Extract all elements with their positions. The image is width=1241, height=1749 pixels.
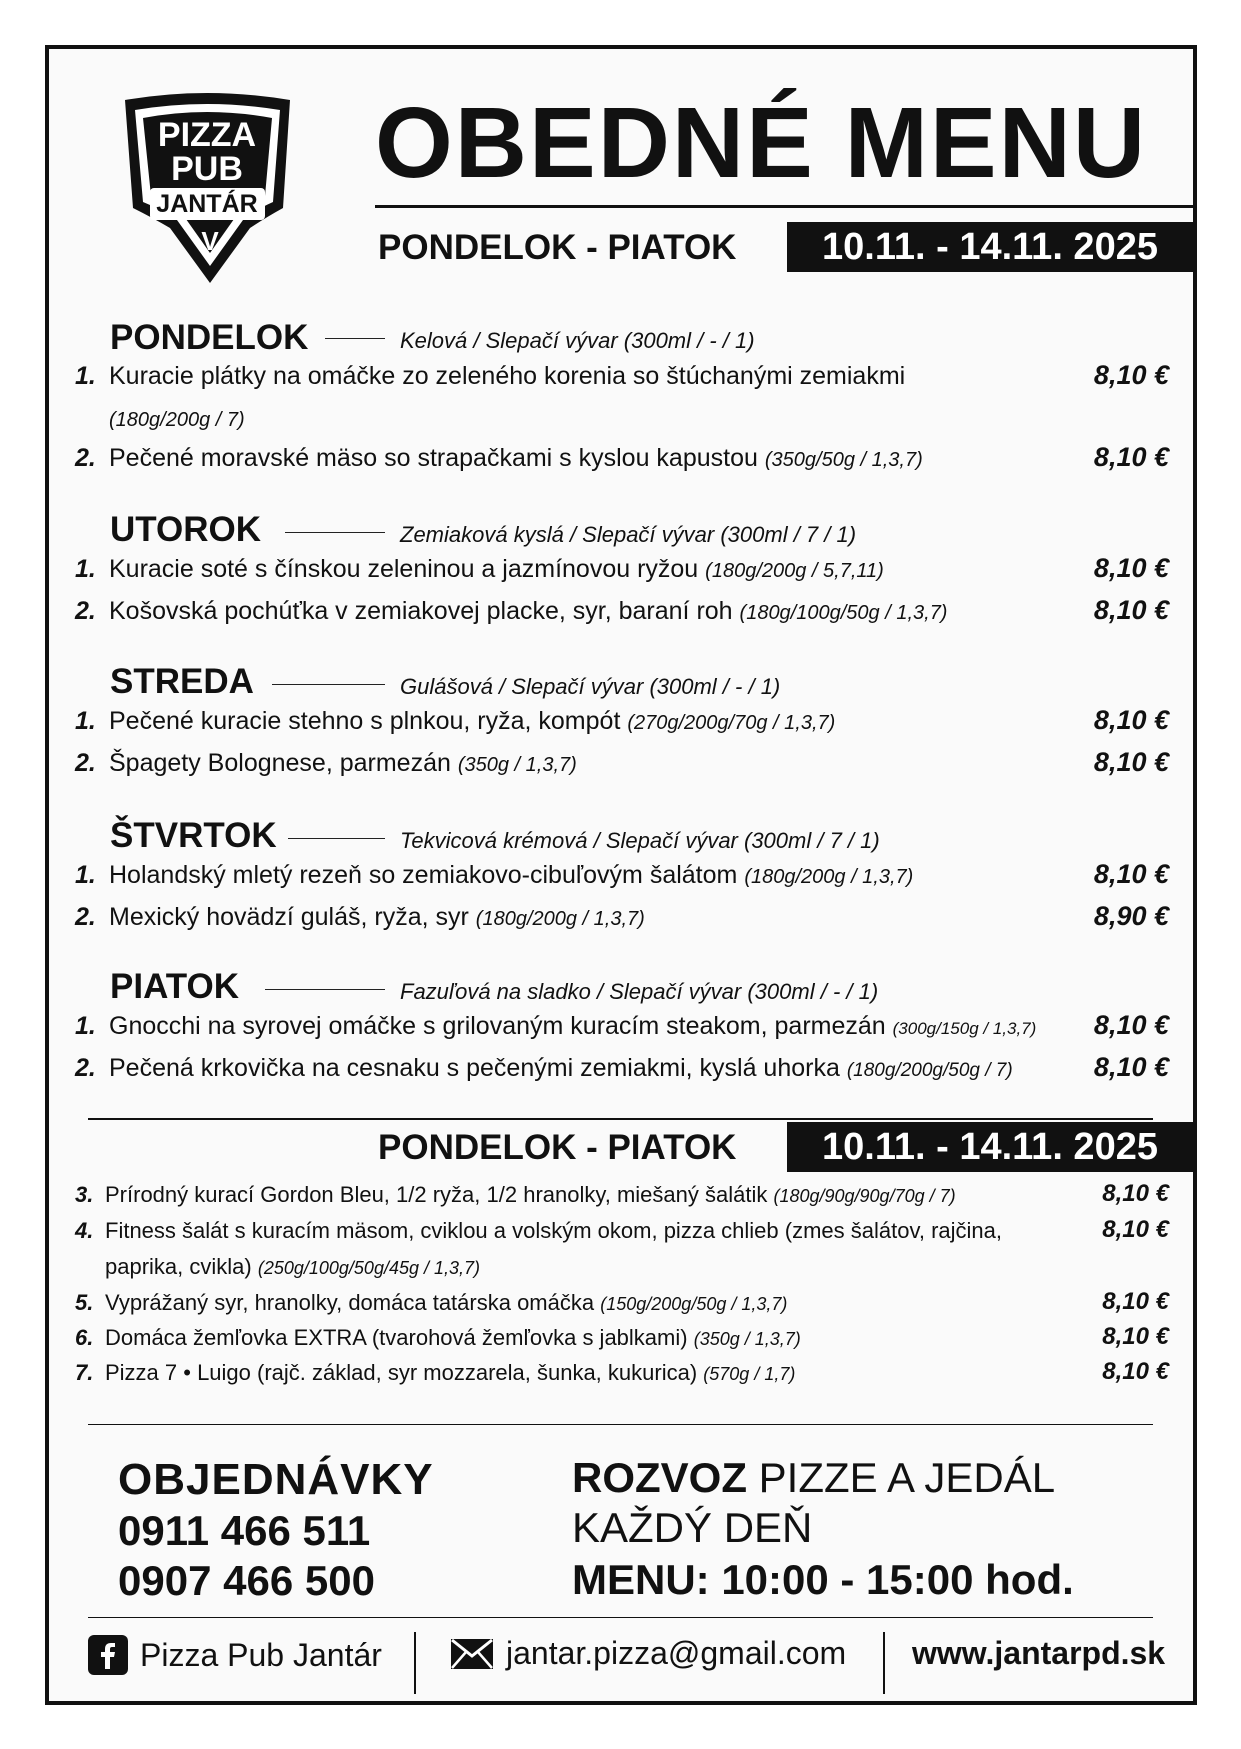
- weekly-date-range-badge: 10.11. - 14.11. 2025: [787, 1122, 1193, 1172]
- soup-monday: Kelová / Slepačí vývar (300ml / - / 1): [400, 328, 755, 353]
- item-name: Pečené moravské mäso so strapačkami s kyslou kapustou: [109, 444, 758, 472]
- pizza-pub-logo: [115, 88, 300, 293]
- contact-divider: [88, 1424, 1153, 1425]
- item-name: Vyprážaný syr, hranolky, domáca tatárska omáčka: [105, 1290, 595, 1315]
- menu-item: [75, 707, 835, 736]
- menu-hours: MENU: 10:00 - 15:00 hod.: [572, 1556, 1074, 1603]
- item-detail: (180g/90g/90g/70g / 7): [773, 1186, 956, 1206]
- item-name: Pizza 7 • Luigo (rajč. základ, syr mozzarela, šunka, kukurica): [105, 1360, 698, 1385]
- item-name: Špagety Bolognese, parmezán: [109, 749, 458, 777]
- item-number: 2.: [75, 444, 96, 472]
- item-name: Kuracie plátky na omáčke zo zeleného korenia so štúchanými zemiakmi: [109, 362, 906, 390]
- item-detail: (180g/200g / 1,3,7): [744, 866, 914, 888]
- page-title: OBEDNÉ MENU: [375, 87, 1148, 199]
- item-price: 8,10 €: [1093, 1052, 1169, 1082]
- item-detail: (350g/50g / 1,3,7): [764, 449, 923, 471]
- item-number: 1.: [75, 707, 96, 735]
- item-number: 2.: [75, 1054, 96, 1082]
- item-price: 8,10 €: [1102, 1180, 1169, 1207]
- item-price: 8,10 €: [1093, 747, 1169, 777]
- item-detail: (180g/100g/50g / 1,3,7): [739, 602, 948, 624]
- item-number: 1.: [75, 861, 96, 889]
- item-detail: (250g/100g/50g/45g / 1,3,7): [257, 1258, 481, 1278]
- item-number: 7.: [75, 1360, 94, 1385]
- menu-item: [75, 597, 947, 626]
- item-number: 6.: [75, 1325, 94, 1350]
- soup-tuesday: Zemiaková kyslá / Slepačí vývar (300ml / 7 / 1): [400, 522, 857, 547]
- soup-wednesday: Gulášová / Slepačí vývar (300ml / - / 1): [400, 674, 781, 699]
- menu-item: [75, 1054, 1013, 1083]
- day-divider: [288, 838, 385, 839]
- delivery-line: [572, 1453, 1055, 1503]
- day-heading-tuesday: UTOROK: [110, 510, 262, 549]
- day-heading-thursday: ŠTVRTOK: [110, 816, 277, 855]
- day-heading-friday: PIATOK: [110, 967, 239, 1006]
- weekly-item: [75, 1360, 795, 1386]
- envelope-icon: [450, 1638, 494, 1670]
- weekly-item: [75, 1182, 956, 1208]
- footer-separator: [883, 1632, 885, 1694]
- logo-text-v: V: [201, 226, 219, 256]
- item-number: 1.: [75, 1012, 96, 1040]
- item-detail: (180g/200g/50g / 7): [846, 1060, 1013, 1081]
- logo-text-jantar: JANTÁR: [156, 190, 258, 218]
- day-divider: [272, 684, 385, 685]
- days-label: PONDELOK - PIATOK: [378, 228, 737, 267]
- item-price: 8,10 €: [1093, 859, 1169, 889]
- item-number: 4.: [75, 1218, 94, 1243]
- item-name: Gnocchi na syrovej omáčke s grilovaným kuracím steakom, parmezán: [109, 1012, 886, 1040]
- item-name: Košovská pochúťka v zemiakovej placke, syr, baraní roh: [109, 597, 733, 625]
- weekly-item: [75, 1218, 1002, 1244]
- item-number: 3.: [75, 1182, 94, 1207]
- item-price: 8,10 €: [1102, 1323, 1169, 1350]
- day-heading-monday: PONDELOK: [110, 318, 309, 357]
- email-label: jantar.pizza@gmail.com: [506, 1635, 847, 1671]
- email-link[interactable]: [450, 1635, 846, 1672]
- item-name: Domáca žemľovka EXTRA (tvarohová žemľovka s jablkami): [105, 1325, 688, 1350]
- item-detail: (350g / 1,3,7): [457, 754, 577, 776]
- item-name-continued: paprika, cvikla): [105, 1254, 252, 1279]
- item-detail: (270g/200g/70g / 1,3,7): [627, 712, 836, 734]
- item-price: 8,90 €: [1093, 901, 1169, 931]
- soup-friday: Fazuľová na sladko / Slepačí vývar (300ml / - / 1): [400, 979, 879, 1004]
- item-detail: (180g/200g / 1,3,7): [475, 908, 645, 930]
- logo-text-pizza: PIZZA: [157, 116, 257, 154]
- menu-item: [75, 749, 577, 778]
- phone-number-2[interactable]: 0907 466 500: [118, 1557, 375, 1604]
- menu-item: [75, 444, 923, 473]
- every-day: KAŽDÝ DEŇ: [572, 1504, 813, 1551]
- item-number: 5.: [75, 1290, 94, 1315]
- delivery-bold: ROZVOZ: [572, 1454, 747, 1501]
- website-link[interactable]: www.jantarpd.sk: [912, 1635, 1166, 1671]
- date-range-badge: 10.11. - 14.11. 2025: [787, 222, 1193, 272]
- menu-item: [75, 903, 645, 932]
- logo-text-pub: PUB: [171, 150, 243, 188]
- footer-separator: [414, 1632, 416, 1694]
- item-name: Holandský mletý rezeň so zemiakovo-cibuľovým šalátom: [109, 861, 738, 889]
- item-name: Pečená krkovička na cesnaku s pečenými zemiakmi, kyslá uhorka: [109, 1054, 840, 1082]
- section-divider: [88, 1118, 1153, 1120]
- item-number: 2.: [75, 597, 96, 625]
- item-detail: (570g / 1,7): [703, 1364, 796, 1384]
- item-name: Kuracie soté s čínskou zeleninou a jazmínovou ryžou: [109, 555, 699, 583]
- item-price: 8,10 €: [1093, 553, 1169, 583]
- item-detail: (300g/150g / 1,3,7): [892, 1019, 1037, 1038]
- facebook-label: Pizza Pub Jantár: [140, 1636, 382, 1673]
- item-price: 8,10 €: [1102, 1288, 1169, 1315]
- menu-item-detail: [109, 404, 245, 433]
- weekly-item: [75, 1325, 801, 1351]
- item-detail: (180g/200g / 7): [109, 409, 245, 431]
- footer-divider: [88, 1617, 1153, 1618]
- delivery-rest: PIZZE A JEDÁL: [747, 1454, 1056, 1501]
- weekly-days-label: PONDELOK - PIATOK: [378, 1128, 737, 1167]
- item-name: Mexický hovädzí guláš, ryža, syr: [109, 903, 469, 931]
- item-number: 2.: [75, 749, 96, 777]
- item-number: 1.: [75, 555, 96, 583]
- menu-item: [75, 555, 884, 584]
- item-number: 1.: [75, 362, 96, 390]
- weekly-item: [75, 1290, 787, 1316]
- facebook-link[interactable]: [88, 1635, 382, 1675]
- item-name: Pečené kuracie stehno s plnkou, ryža, kompót: [109, 707, 621, 735]
- day-divider: [265, 989, 385, 990]
- title-divider: [375, 205, 1197, 208]
- menu-item: [75, 861, 913, 890]
- item-name: Prírodný kurací Gordon Bleu, 1/2 ryža, 1/2 hranolky, miešaný šalátik: [105, 1182, 768, 1207]
- phone-number-1[interactable]: 0911 466 511: [118, 1507, 371, 1554]
- item-detail: (350g / 1,3,7): [693, 1329, 801, 1349]
- soup-thursday: Tekvicová krémová / Slepačí vývar (300ml / 7 / 1): [400, 828, 880, 853]
- item-price: 8,10 €: [1093, 360, 1169, 390]
- day-divider: [285, 532, 385, 533]
- orders-heading: OBJEDNÁVKY: [118, 1455, 434, 1504]
- item-detail: (180g/200g / 5,7,11): [705, 560, 884, 582]
- item-price: 8,10 €: [1093, 595, 1169, 625]
- weekly-item-continuation: [105, 1254, 480, 1280]
- item-price: 8,10 €: [1093, 705, 1169, 735]
- item-price: 8,10 €: [1093, 442, 1169, 472]
- item-number: 2.: [75, 903, 96, 931]
- item-price: 8,10 €: [1093, 1010, 1169, 1040]
- day-divider: [325, 338, 385, 339]
- menu-item: [75, 1012, 1036, 1041]
- menu-item: [75, 362, 905, 391]
- day-heading-wednesday: STREDA: [110, 662, 254, 701]
- facebook-icon: [88, 1635, 128, 1675]
- item-price: 8,10 €: [1102, 1358, 1169, 1385]
- item-price: 8,10 €: [1102, 1216, 1169, 1243]
- item-detail: (150g/200g/50g / 1,3,7): [600, 1294, 788, 1314]
- item-name: Fitness šalát s kuracím mäsom, cviklou a volským okom, pizza chlieb (zmes šalátov, rajčina,: [105, 1218, 1002, 1243]
